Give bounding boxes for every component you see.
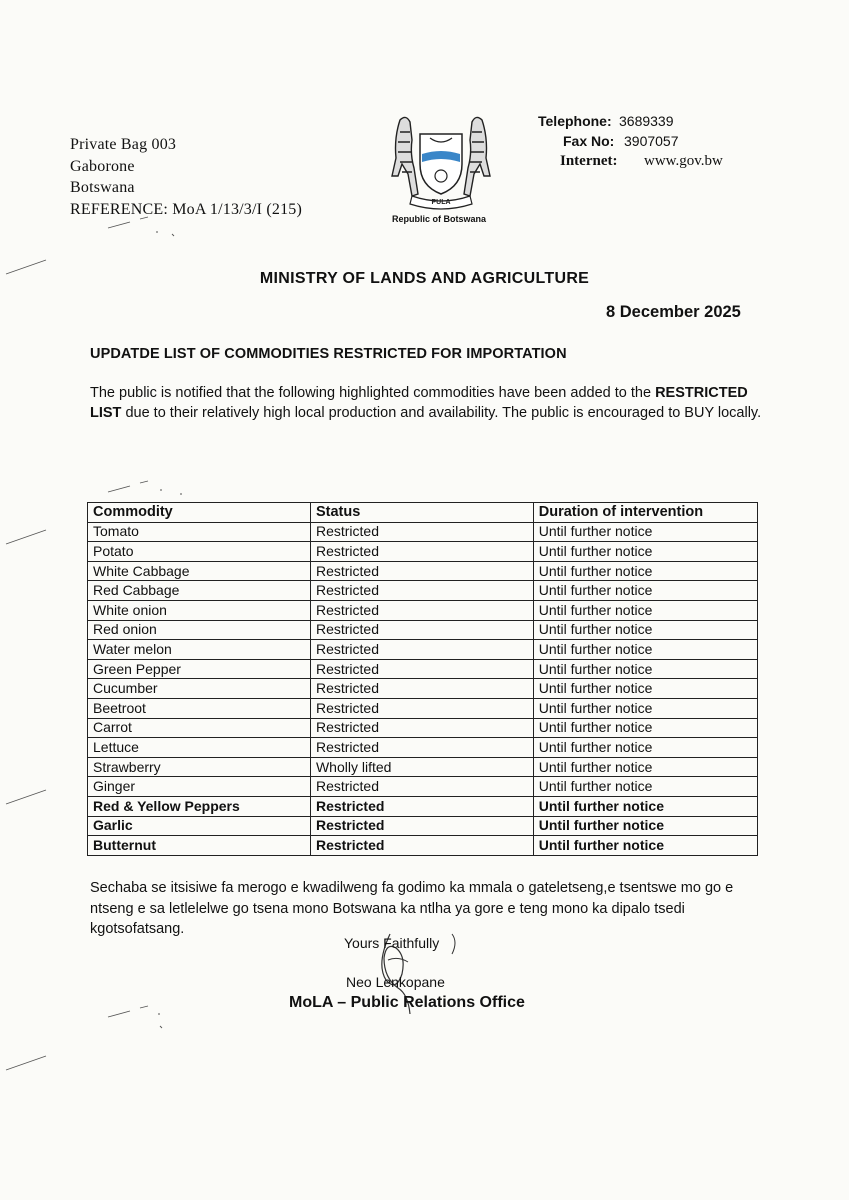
status-cell: Restricted bbox=[310, 816, 533, 836]
commodity-cell: Beetroot bbox=[88, 698, 311, 718]
table-row bbox=[88, 659, 758, 679]
table-row bbox=[88, 640, 758, 660]
status-cell: Restricted bbox=[310, 796, 533, 816]
status-cell: Restricted bbox=[310, 679, 533, 699]
commodity-cell: Red & Yellow Peppers bbox=[88, 796, 311, 816]
commodity-cell: Garlic bbox=[88, 816, 311, 836]
duration-cell: Until further notice bbox=[533, 777, 757, 797]
table-row bbox=[88, 581, 758, 601]
table-row bbox=[88, 757, 758, 777]
commodity-cell: Potato bbox=[88, 542, 311, 562]
status-cell: Restricted bbox=[310, 698, 533, 718]
duration-cell: Until further notice bbox=[533, 640, 757, 660]
table-row bbox=[88, 718, 758, 738]
duration-cell: Until further notice bbox=[533, 698, 757, 718]
duration-cell: Until further notice bbox=[533, 561, 757, 581]
coat-of-arms-icon bbox=[386, 112, 496, 212]
status-cell: Wholly lifted bbox=[310, 757, 533, 777]
duration-cell: Until further notice bbox=[533, 542, 757, 562]
duration-cell: Until further notice bbox=[533, 522, 757, 542]
table-row bbox=[88, 600, 758, 620]
duration-cell: Until further notice bbox=[533, 600, 757, 620]
commodity-cell: Carrot bbox=[88, 718, 311, 738]
commodity-cell: Ginger bbox=[88, 777, 311, 797]
fax-label: Fax No: bbox=[563, 133, 615, 149]
commodity-cell: Strawberry bbox=[88, 757, 311, 777]
status-cell: Restricted bbox=[310, 561, 533, 581]
commodity-cell: Cucumber bbox=[88, 679, 311, 699]
table-row bbox=[88, 679, 758, 699]
table-row bbox=[88, 777, 758, 797]
commodity-cell: Green Pepper bbox=[88, 659, 311, 679]
duration-cell: Until further notice bbox=[533, 718, 757, 738]
address-line-1: Private Bag 003 bbox=[70, 136, 177, 153]
telephone-label: Telephone: bbox=[538, 113, 612, 129]
signer-name: Neo Lenkopane bbox=[346, 974, 445, 990]
commodity-cell: Butternut bbox=[88, 836, 311, 856]
status-cell: Restricted bbox=[310, 836, 533, 856]
table-row bbox=[88, 522, 758, 542]
commodities-table bbox=[87, 502, 758, 856]
status-cell: Restricted bbox=[310, 522, 533, 542]
status-cell: Restricted bbox=[310, 542, 533, 562]
duration-cell: Until further notice bbox=[533, 757, 757, 777]
table-row bbox=[88, 738, 758, 758]
notice-part-1: The public is notified that the following highlighted commodities have been added to the bbox=[90, 385, 656, 401]
duration-cell: Until further notice bbox=[533, 816, 757, 836]
table-row-highlighted bbox=[88, 796, 758, 816]
header-duration: Duration of intervention bbox=[533, 503, 757, 523]
status-cell: Restricted bbox=[310, 581, 533, 601]
notice-paragraph bbox=[90, 383, 770, 423]
address-block bbox=[70, 134, 302, 220]
internet-value: www.gov.bw bbox=[644, 153, 723, 169]
document-date: 8 December 2025 bbox=[606, 303, 741, 321]
setswana-notice: Sechaba se itsisiwe fa merogo e kwadilweng fa godimo ka mmala o gateletseng,e tsentswe mo go e ntseng e sa letlelelwe go tsena mono Botswana ka ntlha ya gore e teng mono ka dipalo tsedi kgotsofatsang. bbox=[90, 880, 734, 937]
commodity-cell: White onion bbox=[88, 600, 311, 620]
address-line-2: Gaborone bbox=[70, 157, 135, 175]
status-cell: Restricted bbox=[310, 620, 533, 640]
table-row bbox=[88, 542, 758, 562]
table-row bbox=[88, 620, 758, 640]
duration-cell: Until further notice bbox=[533, 679, 757, 699]
table-row bbox=[88, 698, 758, 718]
fax-value: 3907057 bbox=[624, 133, 679, 149]
duration-cell: Until further notice bbox=[533, 581, 757, 601]
header-status: Status bbox=[310, 503, 533, 523]
table-row-highlighted bbox=[88, 816, 758, 836]
header-commodity: Commodity bbox=[88, 503, 311, 523]
commodity-cell: Tomato bbox=[88, 522, 311, 542]
duration-cell: Until further notice bbox=[533, 620, 757, 640]
reference-number: REFERENCE: MoA 1/13/3/I (215) bbox=[70, 200, 303, 218]
status-cell: Restricted bbox=[310, 738, 533, 758]
crest-caption: Republic of Botswana bbox=[392, 214, 487, 224]
telephone-value: 3689339 bbox=[619, 113, 674, 129]
crest-motto: PULA bbox=[431, 199, 451, 206]
commodity-cell: Lettuce bbox=[88, 738, 311, 758]
commodity-cell: Red onion bbox=[88, 620, 311, 640]
duration-cell: Until further notice bbox=[533, 836, 757, 856]
ministry-title: MINISTRY OF LANDS AND AGRICULTURE bbox=[259, 270, 590, 287]
duration-cell: Until further notice bbox=[533, 659, 757, 679]
contact-block bbox=[538, 111, 723, 171]
internet-label: Internet: bbox=[560, 153, 618, 169]
address-line-3: Botswana bbox=[70, 179, 135, 196]
notice-part-2: due to their relatively high local production and availability. The public is encouraged to BUY locally. bbox=[121, 405, 762, 421]
table-row-highlighted bbox=[88, 836, 758, 856]
signer-office: MoLA – Public Relations Office bbox=[289, 994, 525, 1011]
subject-heading: UPDATDE LIST OF COMMODITIES RESTRICTED FOR IMPORTATION bbox=[90, 346, 567, 362]
duration-cell: Until further notice bbox=[533, 738, 757, 758]
commodity-cell: Water melon bbox=[88, 640, 311, 660]
table-header-row bbox=[88, 503, 758, 523]
status-cell: Restricted bbox=[310, 777, 533, 797]
table-row bbox=[88, 561, 758, 581]
duration-cell: Until further notice bbox=[533, 796, 757, 816]
commodity-cell: Red Cabbage bbox=[88, 581, 311, 601]
status-cell: Restricted bbox=[310, 600, 533, 620]
status-cell: Restricted bbox=[310, 718, 533, 738]
closing-salutation: Yours Faithfully bbox=[344, 935, 440, 951]
status-cell: Restricted bbox=[310, 640, 533, 660]
commodity-cell: White Cabbage bbox=[88, 561, 311, 581]
notice-restricted-list: RESTRICTED LIST bbox=[90, 385, 748, 421]
status-cell: Restricted bbox=[310, 659, 533, 679]
